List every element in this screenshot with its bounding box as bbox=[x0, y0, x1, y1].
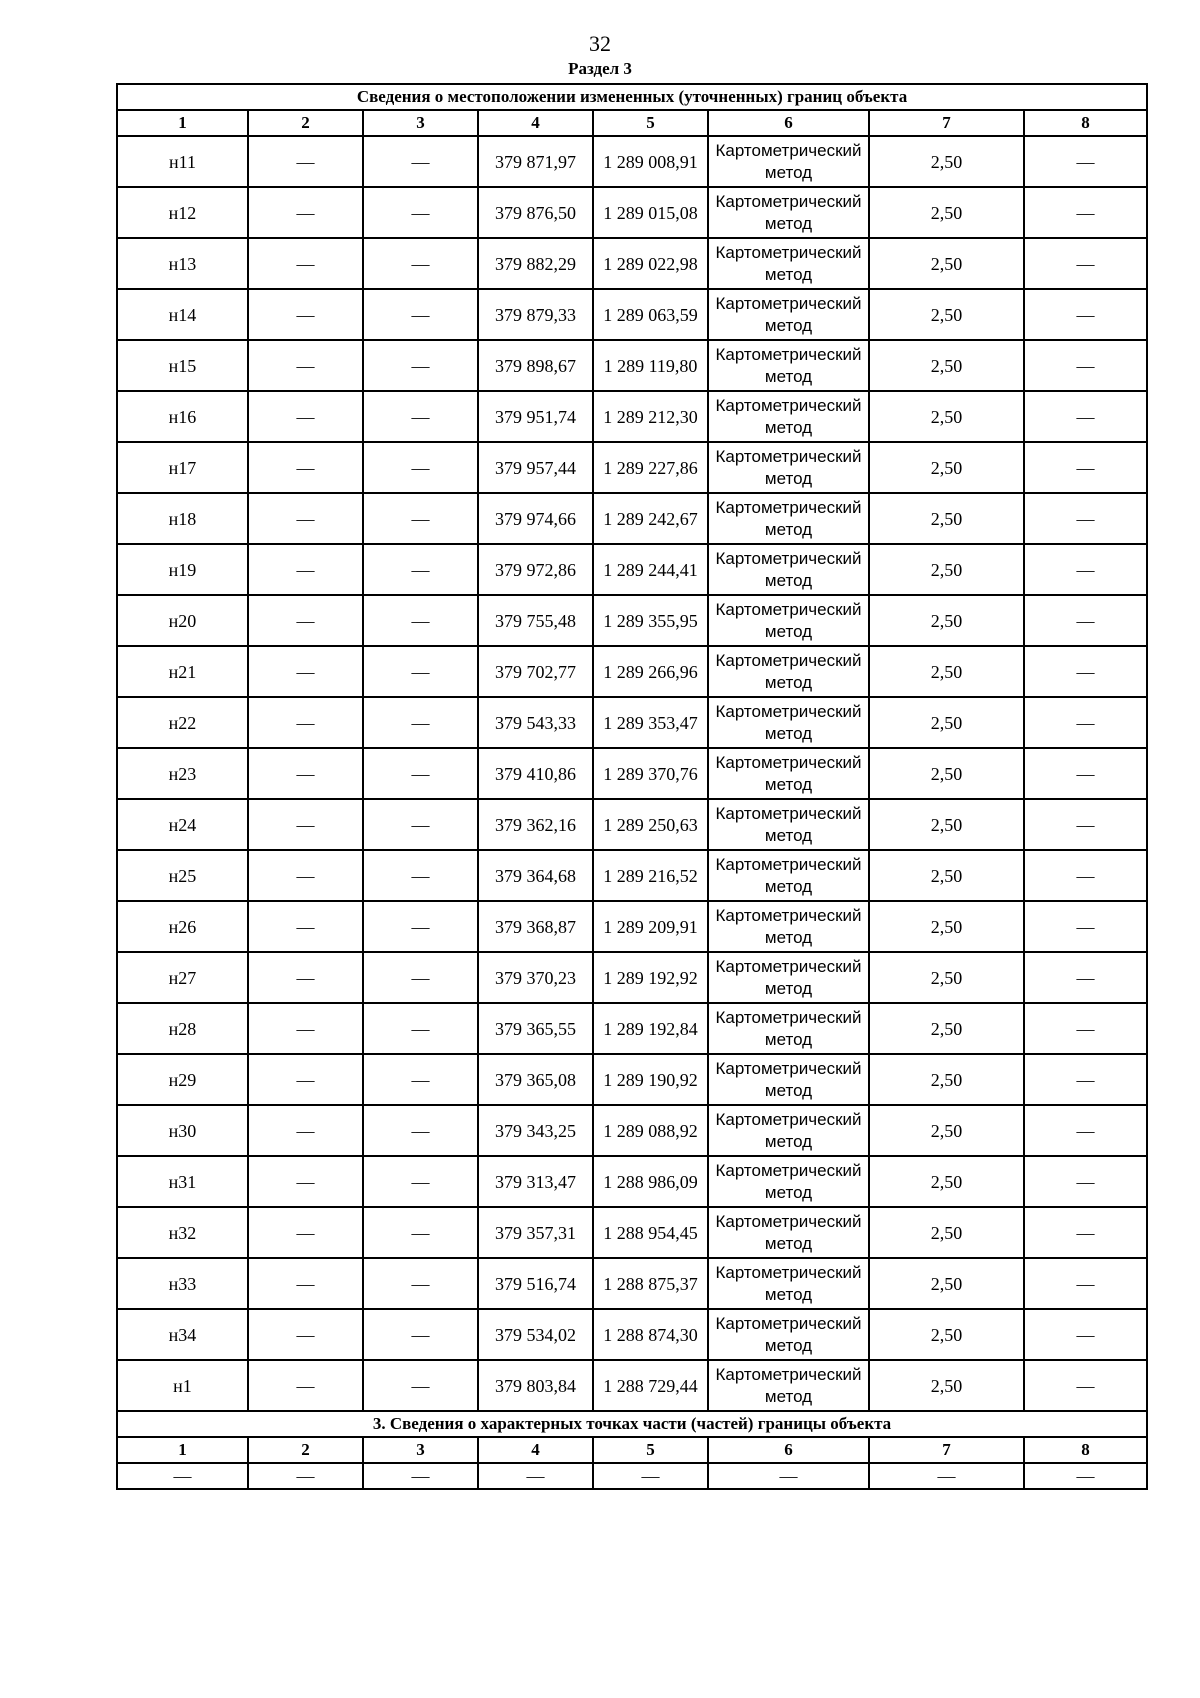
table-cell: 1 289 088,92 bbox=[593, 1105, 708, 1156]
table-cell: — bbox=[1024, 1003, 1147, 1054]
table-cell: 2,50 bbox=[869, 1207, 1024, 1258]
table-row bbox=[117, 646, 1147, 697]
table-cell: — bbox=[1024, 187, 1147, 238]
table-row bbox=[117, 595, 1147, 646]
table-cell: — bbox=[248, 238, 363, 289]
table-cell: 1 289 008,91 bbox=[593, 136, 708, 187]
table-row bbox=[117, 136, 1147, 187]
table-cell: 2,50 bbox=[869, 289, 1024, 340]
table-row bbox=[117, 238, 1147, 289]
table-cell: — bbox=[248, 493, 363, 544]
table-cell: н24 bbox=[117, 799, 248, 850]
table-cell: — bbox=[363, 1463, 478, 1489]
table-cell: н30 bbox=[117, 1105, 248, 1156]
table-cell: — bbox=[363, 697, 478, 748]
table2-header-row bbox=[117, 1437, 1147, 1463]
table-cell: — bbox=[363, 136, 478, 187]
table-cell: — bbox=[363, 1105, 478, 1156]
table-cell: — bbox=[1024, 1105, 1147, 1156]
column-header: 5 bbox=[593, 1437, 708, 1463]
table-row bbox=[117, 1463, 1147, 1489]
table-cell: — bbox=[1024, 799, 1147, 850]
table-cell: — bbox=[1024, 646, 1147, 697]
table-cell: Картометрический метод bbox=[708, 1309, 869, 1360]
table-cell: 1 289 015,08 bbox=[593, 187, 708, 238]
table-cell: 379 882,29 bbox=[478, 238, 593, 289]
table-cell: 2,50 bbox=[869, 1054, 1024, 1105]
table-cell: 1 289 192,84 bbox=[593, 1003, 708, 1054]
table-cell: н19 bbox=[117, 544, 248, 595]
table-cell: 2,50 bbox=[869, 544, 1024, 595]
table-cell: Картометрический метод bbox=[708, 748, 869, 799]
table-cell: Картометрический метод bbox=[708, 442, 869, 493]
table-cell: н13 bbox=[117, 238, 248, 289]
boundary-table-body bbox=[117, 84, 1147, 1489]
table-row bbox=[117, 1003, 1147, 1054]
table-cell: — bbox=[248, 187, 363, 238]
boundary-table bbox=[116, 83, 1148, 1490]
table-row bbox=[117, 901, 1147, 952]
table-cell: — bbox=[363, 493, 478, 544]
table-cell: — bbox=[708, 1463, 869, 1489]
table-cell: — bbox=[248, 1207, 363, 1258]
table-cell: — bbox=[117, 1463, 248, 1489]
table-cell: н11 bbox=[117, 136, 248, 187]
table-cell: 1 289 209,91 bbox=[593, 901, 708, 952]
table-cell: н23 bbox=[117, 748, 248, 799]
table-row bbox=[117, 1054, 1147, 1105]
table-row bbox=[117, 1105, 1147, 1156]
table-cell: н16 bbox=[117, 391, 248, 442]
table-cell: 2,50 bbox=[869, 340, 1024, 391]
table-cell: 379 362,16 bbox=[478, 799, 593, 850]
table-cell: — bbox=[1024, 1463, 1147, 1489]
table-cell: — bbox=[248, 1360, 363, 1411]
table-row bbox=[117, 799, 1147, 850]
table-cell: н33 bbox=[117, 1258, 248, 1309]
table-cell: — bbox=[1024, 748, 1147, 799]
table-cell: — bbox=[248, 544, 363, 595]
table-cell: — bbox=[363, 1156, 478, 1207]
table-cell: — bbox=[248, 1054, 363, 1105]
table-row bbox=[117, 340, 1147, 391]
table-cell: н12 bbox=[117, 187, 248, 238]
column-header: 8 bbox=[1024, 1437, 1147, 1463]
table-cell: 379 516,74 bbox=[478, 1258, 593, 1309]
table-cell: 2,50 bbox=[869, 646, 1024, 697]
table-cell: 2,50 bbox=[869, 1309, 1024, 1360]
table-cell: — bbox=[363, 952, 478, 1003]
table-cell: 2,50 bbox=[869, 136, 1024, 187]
table-cell: 379 755,48 bbox=[478, 595, 593, 646]
table-cell: — bbox=[1024, 1309, 1147, 1360]
table2-title-cell: 3. Сведения о характерных точках части (частей) границы объекта bbox=[117, 1411, 1147, 1437]
table-cell: — bbox=[248, 595, 363, 646]
table-cell: 1 288 874,30 bbox=[593, 1309, 708, 1360]
table-cell: — bbox=[363, 901, 478, 952]
table-cell: — bbox=[248, 289, 363, 340]
column-header: 8 bbox=[1024, 110, 1147, 136]
column-header: 2 bbox=[248, 110, 363, 136]
section-title: Раздел 3 bbox=[568, 59, 632, 78]
table-cell: Картометрический метод bbox=[708, 340, 869, 391]
table-cell: — bbox=[363, 850, 478, 901]
table-cell: — bbox=[1024, 1054, 1147, 1105]
column-header: 3 bbox=[363, 1437, 478, 1463]
table-cell: 1 288 875,37 bbox=[593, 1258, 708, 1309]
table-cell: 1 288 954,45 bbox=[593, 1207, 708, 1258]
table-cell: — bbox=[869, 1463, 1024, 1489]
table-cell: 379 957,44 bbox=[478, 442, 593, 493]
column-header: 3 bbox=[363, 110, 478, 136]
table-row bbox=[117, 952, 1147, 1003]
table1-header-row bbox=[117, 110, 1147, 136]
table-cell: 1 289 022,98 bbox=[593, 238, 708, 289]
table-cell: 379 365,55 bbox=[478, 1003, 593, 1054]
table-row bbox=[117, 1360, 1147, 1411]
table-row bbox=[117, 748, 1147, 799]
table-cell: Картометрический метод bbox=[708, 1054, 869, 1105]
table-cell: — bbox=[363, 1309, 478, 1360]
table-cell: 379 365,08 bbox=[478, 1054, 593, 1105]
table-cell: — bbox=[363, 391, 478, 442]
table-row bbox=[117, 289, 1147, 340]
table-cell: Картометрический метод bbox=[708, 1360, 869, 1411]
table-cell: — bbox=[363, 646, 478, 697]
table-cell: Картометрический метод bbox=[708, 901, 869, 952]
table-cell: — bbox=[1024, 136, 1147, 187]
table-cell: 2,50 bbox=[869, 1105, 1024, 1156]
table-cell: н29 bbox=[117, 1054, 248, 1105]
table-cell: — bbox=[363, 748, 478, 799]
table-cell: Картометрический метод bbox=[708, 391, 869, 442]
table-cell: 1 289 227,86 bbox=[593, 442, 708, 493]
table-cell: 2,50 bbox=[869, 187, 1024, 238]
table-cell: — bbox=[248, 1156, 363, 1207]
table-cell: 379 313,47 bbox=[478, 1156, 593, 1207]
table-cell: 2,50 bbox=[869, 799, 1024, 850]
table-cell: — bbox=[363, 1207, 478, 1258]
table-cell: н20 bbox=[117, 595, 248, 646]
table-cell: 1 289 063,59 bbox=[593, 289, 708, 340]
table-cell: — bbox=[363, 289, 478, 340]
table-cell: 2,50 bbox=[869, 697, 1024, 748]
table-cell: 1 289 212,30 bbox=[593, 391, 708, 442]
table-cell: — bbox=[248, 748, 363, 799]
table-cell: Картометрический метод bbox=[708, 952, 869, 1003]
table-cell: 379 898,67 bbox=[478, 340, 593, 391]
table-cell: 2,50 bbox=[869, 238, 1024, 289]
table-cell: — bbox=[1024, 442, 1147, 493]
table-cell: — bbox=[1024, 952, 1147, 1003]
table-cell: н28 bbox=[117, 1003, 248, 1054]
table-cell: — bbox=[363, 799, 478, 850]
table-cell: — bbox=[478, 1463, 593, 1489]
table-cell: — bbox=[248, 901, 363, 952]
table-cell: 379 702,77 bbox=[478, 646, 593, 697]
table-cell: — bbox=[1024, 493, 1147, 544]
table-cell: Картометрический метод bbox=[708, 544, 869, 595]
table-cell: 379 972,86 bbox=[478, 544, 593, 595]
table-cell: — bbox=[1024, 1258, 1147, 1309]
table-cell: — bbox=[363, 1003, 478, 1054]
table-cell: — bbox=[1024, 1207, 1147, 1258]
table-cell: 2,50 bbox=[869, 1156, 1024, 1207]
table-row bbox=[117, 697, 1147, 748]
table-cell: 379 410,86 bbox=[478, 748, 593, 799]
table-cell: — bbox=[248, 850, 363, 901]
table-cell: 379 368,87 bbox=[478, 901, 593, 952]
table-cell: н14 bbox=[117, 289, 248, 340]
table-cell: — bbox=[363, 442, 478, 493]
table-cell: — bbox=[1024, 1360, 1147, 1411]
table-cell: Картометрический метод bbox=[708, 187, 869, 238]
column-header: 4 bbox=[478, 1437, 593, 1463]
table-cell: 379 951,74 bbox=[478, 391, 593, 442]
column-header: 5 bbox=[593, 110, 708, 136]
table-cell: н15 bbox=[117, 340, 248, 391]
table-cell: Картометрический метод bbox=[708, 697, 869, 748]
table-row bbox=[117, 391, 1147, 442]
table-cell: Картометрический метод bbox=[708, 238, 869, 289]
table-cell: 379 343,25 bbox=[478, 1105, 593, 1156]
table-cell: Картометрический метод bbox=[708, 289, 869, 340]
table-cell: 379 357,31 bbox=[478, 1207, 593, 1258]
table-cell: 1 289 353,47 bbox=[593, 697, 708, 748]
table-cell: — bbox=[363, 187, 478, 238]
table1-title-cell: Сведения о местоположении измененных (уточненных) границ объекта bbox=[117, 84, 1147, 110]
table-row bbox=[117, 493, 1147, 544]
table-cell: н1 bbox=[117, 1360, 248, 1411]
table-cell: — bbox=[248, 799, 363, 850]
table-cell: Картометрический метод bbox=[708, 595, 869, 646]
table-cell: 2,50 bbox=[869, 493, 1024, 544]
table-cell: — bbox=[248, 1309, 363, 1360]
column-header: 7 bbox=[869, 1437, 1024, 1463]
table-cell: 379 876,50 bbox=[478, 187, 593, 238]
table-cell: 1 289 190,92 bbox=[593, 1054, 708, 1105]
table-cell: 2,50 bbox=[869, 901, 1024, 952]
column-header: 7 bbox=[869, 110, 1024, 136]
table-cell: Картометрический метод bbox=[708, 1156, 869, 1207]
table-cell: 379 974,66 bbox=[478, 493, 593, 544]
table-cell: Картометрический метод bbox=[708, 1258, 869, 1309]
table-cell: — bbox=[248, 1258, 363, 1309]
table-cell: 2,50 bbox=[869, 595, 1024, 646]
column-header: 2 bbox=[248, 1437, 363, 1463]
table-cell: — bbox=[248, 340, 363, 391]
table-cell: н17 bbox=[117, 442, 248, 493]
table-row bbox=[117, 544, 1147, 595]
table-cell: — bbox=[248, 952, 363, 1003]
table-cell: — bbox=[1024, 289, 1147, 340]
table-cell: н21 bbox=[117, 646, 248, 697]
table-cell: н25 bbox=[117, 850, 248, 901]
table-cell: 1 289 119,80 bbox=[593, 340, 708, 391]
table-cell: Картометрический метод bbox=[708, 136, 869, 187]
table-cell: — bbox=[1024, 595, 1147, 646]
table-cell: 2,50 bbox=[869, 442, 1024, 493]
table-cell: Картометрический метод bbox=[708, 1003, 869, 1054]
column-header: 4 bbox=[478, 110, 593, 136]
table-cell: Картометрический метод bbox=[708, 493, 869, 544]
table-cell: 379 803,84 bbox=[478, 1360, 593, 1411]
table-cell: 379 364,68 bbox=[478, 850, 593, 901]
table-cell: 1 288 729,44 bbox=[593, 1360, 708, 1411]
table-row bbox=[117, 442, 1147, 493]
table-cell: — bbox=[248, 442, 363, 493]
table-cell: Картометрический метод bbox=[708, 799, 869, 850]
table-cell: — bbox=[1024, 340, 1147, 391]
table-cell: — bbox=[248, 1003, 363, 1054]
table-cell: 2,50 bbox=[869, 1360, 1024, 1411]
table-cell: — bbox=[248, 1105, 363, 1156]
table-cell: 1 288 986,09 bbox=[593, 1156, 708, 1207]
table-cell: — bbox=[248, 391, 363, 442]
table-cell: Картометрический метод bbox=[708, 1105, 869, 1156]
column-header: 6 bbox=[708, 110, 869, 136]
table-cell: — bbox=[363, 1054, 478, 1105]
table-cell: н22 bbox=[117, 697, 248, 748]
table-cell: — bbox=[1024, 391, 1147, 442]
table-cell: 1 289 266,96 bbox=[593, 646, 708, 697]
table-cell: 1 289 192,92 bbox=[593, 952, 708, 1003]
page-number: 32 bbox=[589, 31, 611, 56]
table-row bbox=[117, 1207, 1147, 1258]
table-cell: 1 289 242,67 bbox=[593, 493, 708, 544]
table-row bbox=[117, 187, 1147, 238]
table-cell: — bbox=[363, 595, 478, 646]
table-cell: 379 879,33 bbox=[478, 289, 593, 340]
table-cell: — bbox=[248, 1463, 363, 1489]
table-cell: — bbox=[363, 544, 478, 595]
table-cell: н27 bbox=[117, 952, 248, 1003]
table-row bbox=[117, 850, 1147, 901]
table-cell: — bbox=[593, 1463, 708, 1489]
table-cell: 1 289 355,95 bbox=[593, 595, 708, 646]
table-cell: 2,50 bbox=[869, 850, 1024, 901]
table-row bbox=[117, 1258, 1147, 1309]
table-cell: — bbox=[363, 340, 478, 391]
table-cell: — bbox=[1024, 697, 1147, 748]
table-cell: 1 289 370,76 bbox=[593, 748, 708, 799]
table-cell: — bbox=[363, 238, 478, 289]
table-cell: н31 bbox=[117, 1156, 248, 1207]
column-header: 1 bbox=[117, 110, 248, 136]
table-cell: 2,50 bbox=[869, 748, 1024, 799]
table-cell: — bbox=[363, 1258, 478, 1309]
table-cell: 379 871,97 bbox=[478, 136, 593, 187]
table-cell: — bbox=[363, 1360, 478, 1411]
table-cell: — bbox=[1024, 238, 1147, 289]
table-cell: — bbox=[1024, 901, 1147, 952]
table-cell: — bbox=[248, 646, 363, 697]
table-row bbox=[117, 1156, 1147, 1207]
table-cell: н26 bbox=[117, 901, 248, 952]
table-cell: Картометрический метод bbox=[708, 850, 869, 901]
table-cell: н32 bbox=[117, 1207, 248, 1258]
table-cell: 379 370,23 bbox=[478, 952, 593, 1003]
table-cell: 2,50 bbox=[869, 1003, 1024, 1054]
column-header: 1 bbox=[117, 1437, 248, 1463]
table2-title bbox=[117, 1411, 1147, 1437]
table-cell: н34 bbox=[117, 1309, 248, 1360]
table-cell: 379 534,02 bbox=[478, 1309, 593, 1360]
column-header: 6 bbox=[708, 1437, 869, 1463]
table-cell: 2,50 bbox=[869, 391, 1024, 442]
table1-title bbox=[117, 84, 1147, 110]
table-cell: 1 289 250,63 bbox=[593, 799, 708, 850]
table-cell: 379 543,33 bbox=[478, 697, 593, 748]
table-cell: 1 289 216,52 bbox=[593, 850, 708, 901]
table-cell: — bbox=[248, 697, 363, 748]
table-row bbox=[117, 1309, 1147, 1360]
table-cell: 1 289 244,41 bbox=[593, 544, 708, 595]
table-cell: — bbox=[1024, 850, 1147, 901]
table-cell: 2,50 bbox=[869, 952, 1024, 1003]
table-cell: — bbox=[1024, 1156, 1147, 1207]
table-cell: — bbox=[248, 136, 363, 187]
table-cell: Картометрический метод bbox=[708, 1207, 869, 1258]
table-cell: 2,50 bbox=[869, 1258, 1024, 1309]
table-cell: Картометрический метод bbox=[708, 646, 869, 697]
table-cell: — bbox=[1024, 544, 1147, 595]
table-cell: н18 bbox=[117, 493, 248, 544]
